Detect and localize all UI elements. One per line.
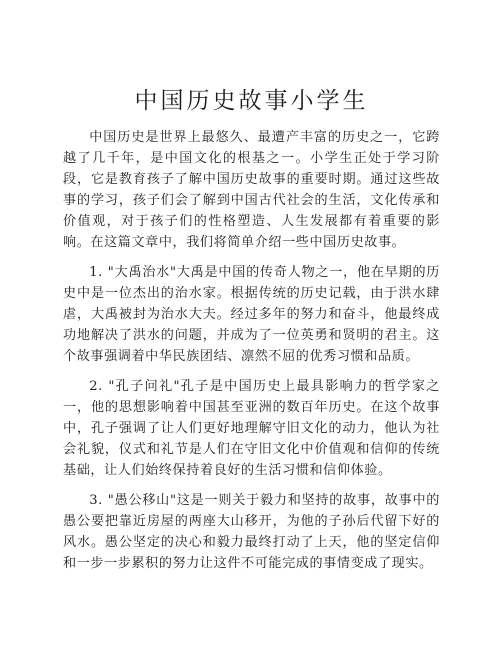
- intro-paragraph: 中国历史是世界上最悠久、最遭产丰富的历史之一，它跨越了几千年，是中国文化的根基之一。小学生正处于学习阶段，它是教育孩子了解中国历史故事的重要时期。通过这些故事的学习，孩子们会了解到中国古代社会的生活，文化传承和价值观，对于孩子们的性格塑造、人生发展都有着重要的影响。在这篇文章中，我们将简单介绍一些中国历史故事。: [63, 130, 440, 250]
- story-paragraph-yugong: 3. "愚公移山"这是一则关于毅力和坚持的故事，故事中的愚公要把靠近房屋的两座大山移开，为他的子孙后代留下好的风水。愚公坚定的决心和毅力最终打动了上天，他的坚定信仰和一步一步累积的努力让这件不可能完成的事情变成了现实。: [63, 493, 440, 571]
- story-paragraph-dayu: 1. "大禹治水"大禹是中国的传奇人物之一，他在早期的历史中是一位杰出的治水家。根据传统的历史记载，由于洪水肆虐，大禹被封为治水大夫。经过多年的努力和奋斗，他最终成功地解决了洪水的问题，并成为了一位英勇和贤明的君主。这个故事强调着中华民族团结、凛然不屈的优秀习惯和品质。: [63, 265, 440, 364]
- story-paragraph-confucius: 2. "孔子问礼"孔子是中国历史上最具影响力的哲学家之一，他的思想影响着中国甚至亚洲的数百年历史。在这个故事中，孔子强调了让人们更好地理解守旧文化的动力，他认为社会礼貌，仪式和礼节是人们在守旧文化中价值观和信仰的传统基础，让人们始终保持着良好的生活习惯和信仰体验。: [63, 379, 440, 478]
- document-title: 中国历史故事小学生: [134, 88, 369, 114]
